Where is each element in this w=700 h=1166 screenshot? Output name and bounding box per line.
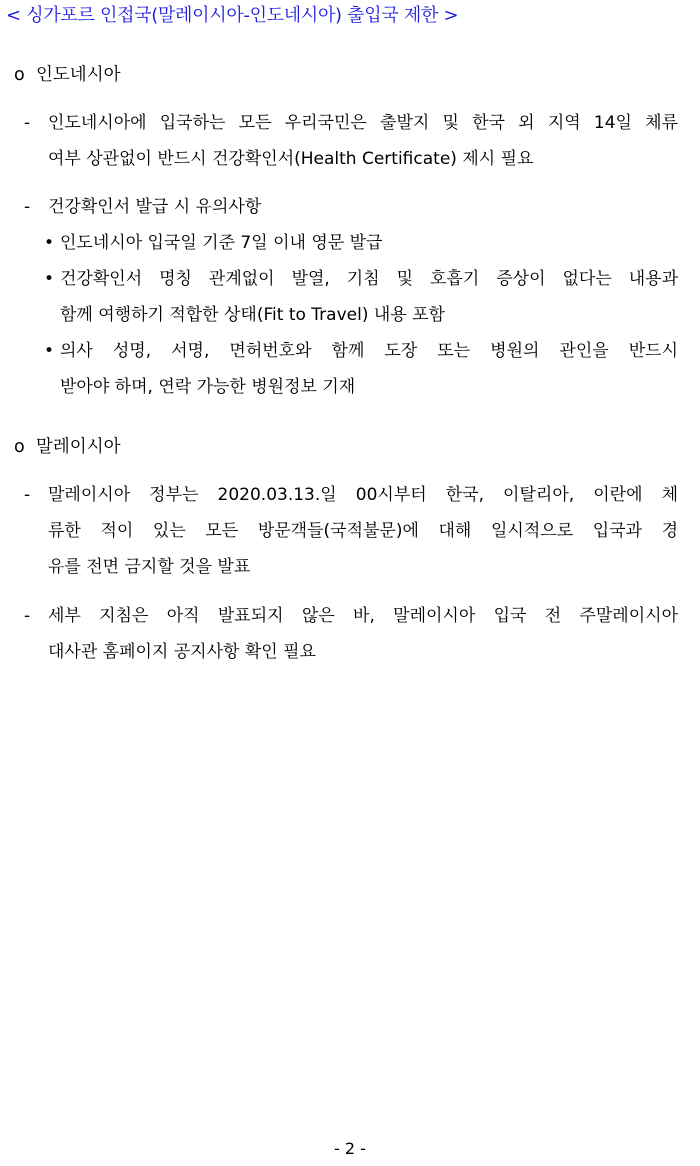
paragraph-malaysia-guidelines [24, 598, 678, 670]
paragraph-malaysia-entry-ban [24, 477, 678, 585]
paragraph-line: 대사관 홈페이지 공지사항 확인 필요 [48, 642, 316, 662]
bullet-marker: • [44, 341, 55, 361]
bullet-marker: • [44, 233, 55, 253]
bullet-line: 받아야 하며, 연락 가능한 병원정보 기재 [60, 377, 356, 397]
paragraph-indonesia-health-certificate [24, 105, 678, 177]
paragraph-line: 여부 상관없이 반드시 건강확인서(Health Certificate) 제시 필요 [48, 149, 534, 169]
bullet-item-symptoms [44, 261, 678, 333]
paragraph-indonesia-notes-heading [24, 189, 678, 225]
bullet-marker: • [44, 269, 55, 289]
bullet-line: 의사 성명, 서명, 면허번호와 함께 도장 또는 병원의 관인을 반드시 [60, 341, 678, 361]
bullet-item-issue-date [44, 225, 678, 261]
bullet-line: 건강확인서 명칭 관계없이 발열, 기침 및 호흡기 증상이 없다는 내용과 [60, 269, 678, 289]
dash-marker: - [24, 113, 31, 133]
bullet-line: 인도네시아 입국일 기준 7일 이내 영문 발급 [60, 233, 383, 253]
section-title: 인도네시아 [36, 65, 121, 85]
section-title: 말레이시아 [36, 437, 121, 457]
paragraph-line: 말레이시아 정부는 2020.03.13.일 00시부터 한국, 이탈리아, 이란에 체 [48, 485, 678, 505]
section-heading-malaysia [14, 434, 121, 460]
section-heading-indonesia [14, 62, 121, 88]
paragraph-line: 인도네시아에 입국하는 모든 우리국민은 출발지 및 한국 외 지역 14일 체류 [48, 113, 678, 133]
bullet-line: 함께 여행하기 적합한 상태(Fit to Travel) 내용 포함 [60, 305, 445, 325]
paragraph-line: 유를 전면 금지할 것을 발표 [48, 557, 251, 577]
paragraph-line: 건강확인서 발급 시 유의사항 [48, 197, 262, 217]
paragraph-line: 류한 적이 있는 모든 방문객들(국적불문)에 대해 일시적으로 입국과 경 [48, 521, 678, 541]
page-number: - 2 - [334, 1139, 366, 1158]
dash-marker: - [24, 197, 31, 217]
section-marker: o [14, 437, 25, 457]
paragraph-line: 세부 지침은 아직 발표되지 않은 바, 말레이시아 입국 전 주말레이시아 [48, 606, 678, 626]
page-title: < 싱가포르 인접국(말레이시아-인도네시아) 출입국 제한 > [6, 5, 459, 26]
bullet-item-doctor-signature [44, 333, 678, 405]
dash-marker: - [24, 606, 31, 626]
section-marker: o [14, 65, 25, 85]
dash-marker: - [24, 485, 31, 505]
